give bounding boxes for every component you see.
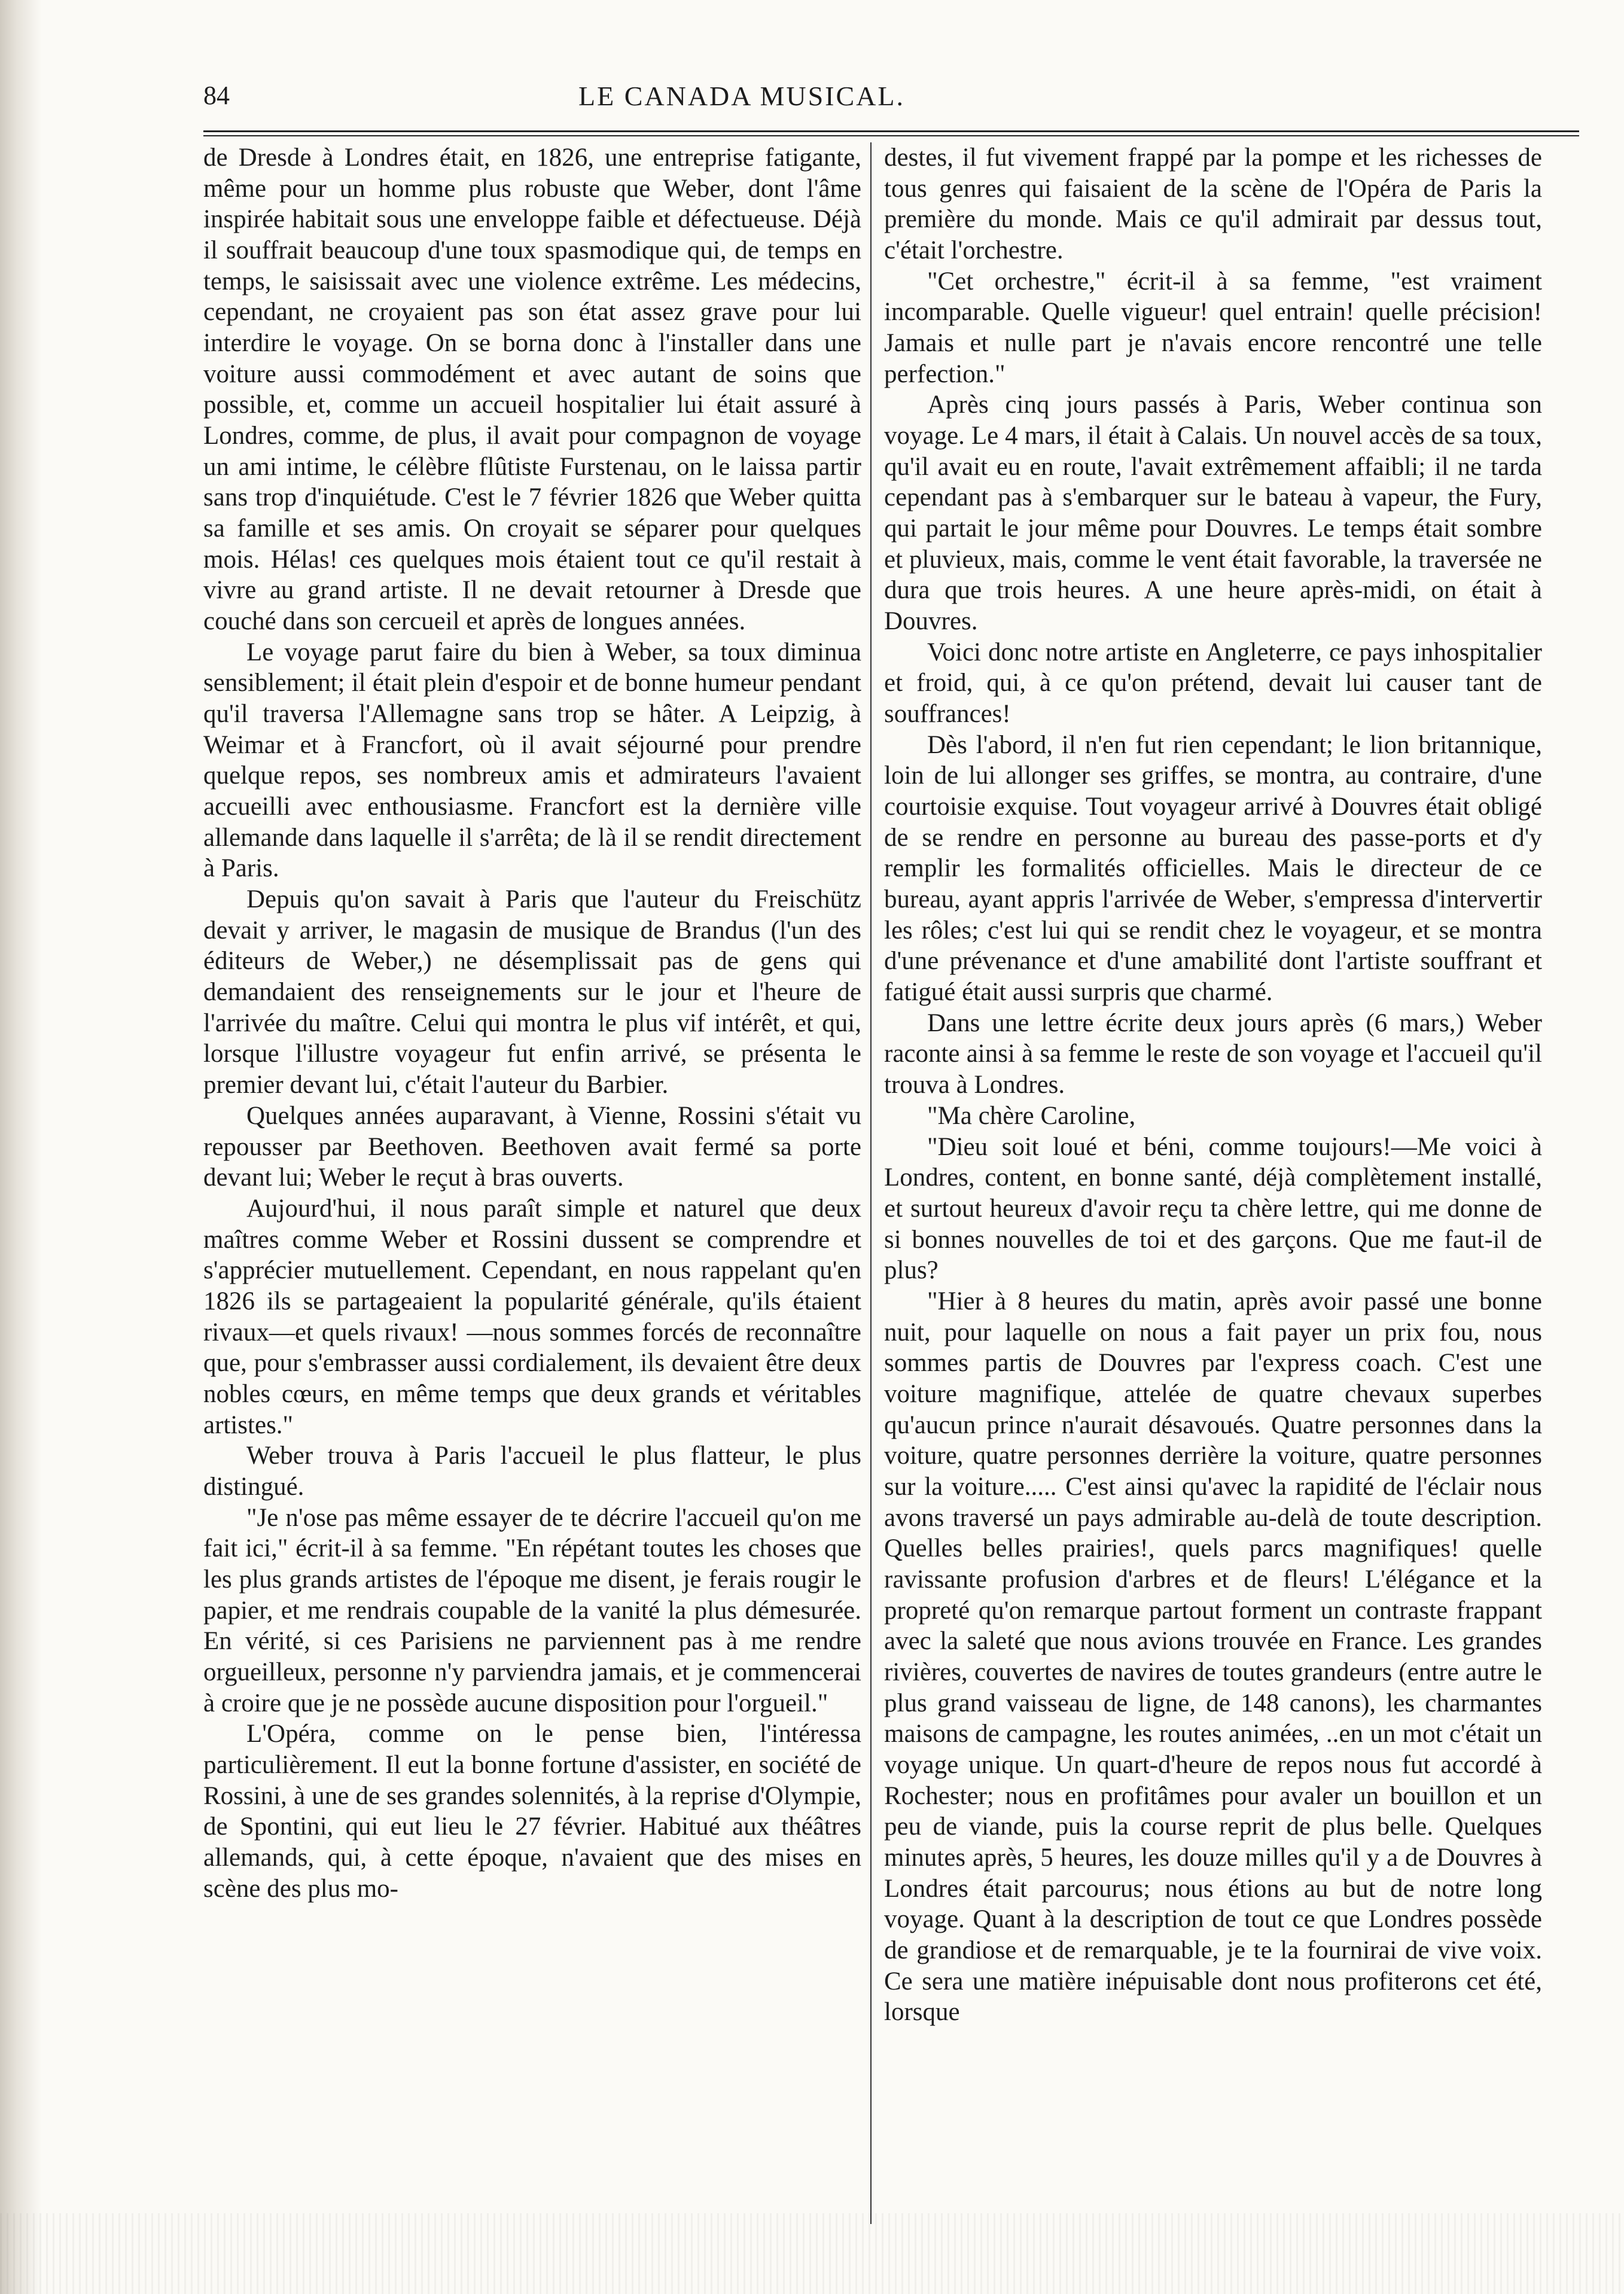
paragraph: Quelques années auparavant, à Vienne, Rossini s'était vu repousser par Beethoven. Beethoven avait fermé sa porte devant lui; Weber le reçut à bras ouverts. (203, 1101, 861, 1192)
paragraph: "Je n'ose pas même essayer de te décrire l'accueil qu'on me fait ici," écrit-il à sa femme. "En répétant toutes les choses que les plus grands artistes de l'époque me disent, je ferais rougir le papier, et me rendrais coupable de la vanité la plus démesurée. En vérité, si ces Parisiens ne parviennent pas à me rendre orgueilleux, personne n'y parviendra jamais, et je commencerai à croire que je ne possède aucune disposition pour l'orgueil." (203, 1503, 861, 1717)
header-rule-thin (203, 135, 1579, 136)
running-title: LE CANADA MUSICAL. (578, 81, 905, 111)
paragraph: "Ma chère Caroline, (927, 1101, 1136, 1130)
paragraph: L'Opéra, comme on le pense bien, l'intéressa particulièrement. Il eut la bonne fortune d'assister, en société de Rossini, à une de ses grandes solennités, à la reprise d'Olympie, de Spontini, qui eut lieu le 27 février. Habitué aux théâtres allemands, qui, à cette époque, n'avaient que des mises en scène des plus mo- (203, 1720, 861, 1903)
header-rule (203, 130, 1579, 132)
paragraph: Dès l'abord, il n'en fut rien cependant; le lion britannique, loin de lui allonger ses griffes, se montra, au contraire, d'une courtoisie exquise. Tout voyageur arrivé à Douvres était obligé de se rendre en personne au bureau des passe-ports et d'y remplir les formalités officielles. Mais le directeur de ce bureau, ayant appris l'arrivée de Weber, s'empressa d'intervertir les rôles; c'est lui qui se rendit chez le voyageur, et se montra d'une prévenance et d'une amabilité dont l'artiste souffrant et fatigué était aussi surpris que charmé. (884, 730, 1542, 1007)
right-column (884, 142, 1542, 2248)
paragraph: "Hier à 8 heures du matin, après avoir passé une bonne nuit, pour laquelle on nous a fait payer un prix fou, nous sommes partis de Douvres par l'express coach. C'est une voiture magnifique, attelée de quatre chevaux superbes qu'aucun prince n'aurait désavoués. Quatre personnes dans la voiture, quatre personnes derrière la voiture, quatre personnes sur la voiture..... C'est ainsi qu'avec la rapidité de l'éclair nous avons traversé un pays admirable au-delà de toute description. Quelles belles prairies!, quels parcs magnifiques! quelle ravissante profusion d'arbres et de fleurs! L'élégance et la propreté qu'on remarque partout forment un contraste frappant avec la saleté que nous avions trouvée en France. Les grandes rivières, couvertes de navires de toutes grandeurs (entre autre le plus grand vaisseau de ligne, de 148 canons), les charmantes maisons de campagne, les routes animées, ..en un mot c'était un voyage unique. Un quart-d'heure de repos nous fut accordé à Rochester; nous en profitâmes pour avaler un bouillon et un peu de viande, puis la course reprit de plus belle. Quelques minutes après, 5 heures, les douze milles qu'il y a de Douvres à Londres était parcourus; nous étions au but de notre long voyage. Quant à la description de tout ce que Londres possède de grandiose et de remarquable, je te la fournirai de vive voix. Ce sera une matière inépuisable dont nous profiterons cet été, lorsque (884, 1287, 1542, 2027)
paragraph: Aujourd'hui, il nous paraît simple et naturel que deux maîtres comme Weber et Rossini dussent se comprendre et s'apprécier mutuellement. Cependant, en nous rappelant qu'en 1826 ils se partageaient la popularité générale, qu'ils étaient rivaux—et quels rivaux! —nous sommes forcés de reconnaître que, pour s'embrasser aussi cordialement, ils devaient être deux nobles cœurs, en même temps que deux grands et véritables artistes." (203, 1194, 861, 1439)
paragraph: Weber trouva à Paris l'accueil le plus flatteur, le plus distingué. (203, 1442, 861, 1501)
paragraph: Le voyage parut faire du bien à Weber, sa toux diminua sensiblement; il était plein d'espoir et de bonne humeur pendant qu'il traversa l'Allemagne sans trop se hâter. A Leipzig, à Weimar et à Francfort, où il avait séjourné pour prendre quelque repos, ses nombreux amis et admirateurs l'avaient accueilli avec enthousiasme. Francfort est la dernière ville allemande dans laquelle il s'arrêta; de là il se rendit directement à Paris. (203, 638, 861, 883)
paragraph: Depuis qu'on savait à Paris que l'auteur du Freischütz devait y arriver, le magasin de musique de Brandus (l'un des éditeurs de Weber,) ne désemplissait pas de gens qui demandaient des renseignements sur le jour et l'heure de l'arrivée du maître. Celui qui montra le plus vif intérêt, et qui, lorsque l'illustre voyageur fut enfin arrivé, se présenta le premier devant lui, c'était l'auteur du Barbier. (203, 885, 861, 1099)
paragraph: Après cinq jours passés à Paris, Weber continua son voyage. Le 4 mars, il était à Calais. Un nouvel accès de sa toux, qu'il avait eu en route, l'avait extrêmement affaibli; il ne tarda cependant pas à s'embarquer sur le bateau à vapeur, the Fury, qui partait le jour même pour Douvres. Le temps était sombre et pluvieux, mais, comme le vent était favorable, la traversée ne dura que trois heures. A une heure après-midi, on était à Douvres. (884, 391, 1542, 636)
page-number: 84 (203, 81, 230, 110)
scan-page-edge (0, 0, 42, 2294)
paragraph: "Cet orchestre," écrit-il à sa femme, "est vraiment incomparable. Quelle vigueur! quel entrain! quelle précision! Jamais et nulle part je n'avais encore rencontré une telle perfection." (884, 267, 1542, 388)
paragraph: "Dieu soit loué et béni, comme toujours!—Me voici à Londres, content, en bonne santé, déjà complètement installé, et surtout heureux d'avoir reçu ta chère lettre, qui me donne de si bonnes nouvelles de toi et des garçons. Que me faut-il de plus? (884, 1132, 1542, 1285)
paragraph: destes, il fut vivement frappé par la pompe et les richesses de tous genres qui faisaient de la scène de l'Opéra de Paris la première du monde. Mais ce qu'il admirait par dessus tout, c'était l'orchestre. (884, 144, 1542, 265)
paragraph: Dans une lettre écrite deux jours après (6 mars,) Weber raconte ainsi à sa femme le reste de son voyage et l'accueil qu'il trouva à Londres. (884, 1009, 1542, 1099)
paragraph: Voici donc notre artiste en Angleterre, ce pays inhospitalier et froid, qui, à ce qu'on prétend, devait lui causer tant de souffrances! (884, 638, 1542, 729)
column-divider (870, 142, 872, 2224)
page-header (203, 80, 1280, 116)
left-column (203, 142, 861, 2248)
scan-noise (0, 2213, 1624, 2294)
paragraph: de Dresde à Londres était, en 1826, une entreprise fatigante, même pour un homme plus robuste que Weber, dont l'âme inspirée habitait sous une enveloppe faible et défectueuse. Déjà il souffrait beaucoup d'une toux spasmodique qui, de temps en temps, le saisissait avec une violence extrême. Les médecins, cependant, ne croyaient pas son état assez grave pour lui interdire le voyage. On se borna donc à l'installer dans une voiture aussi commodément et avec autant de soins que possible, et, comme un accueil hospitalier lui était assuré à Londres, comme, de plus, il avait pour compagnon de voyage un ami intime, le célèbre flûtiste Furstenau, on le laissa partir sans trop d'inquiétude. C'est le 7 février 1826 que Weber quitta sa famille et ses amis. On croyait se séparer pour quelques mois. Hélas! ces quelques mois étaient tout ce qu'il restait à vivre au grand artiste. Il ne devait retourner à Dresde que couché dans son cercueil et après de longues années. (203, 144, 861, 636)
